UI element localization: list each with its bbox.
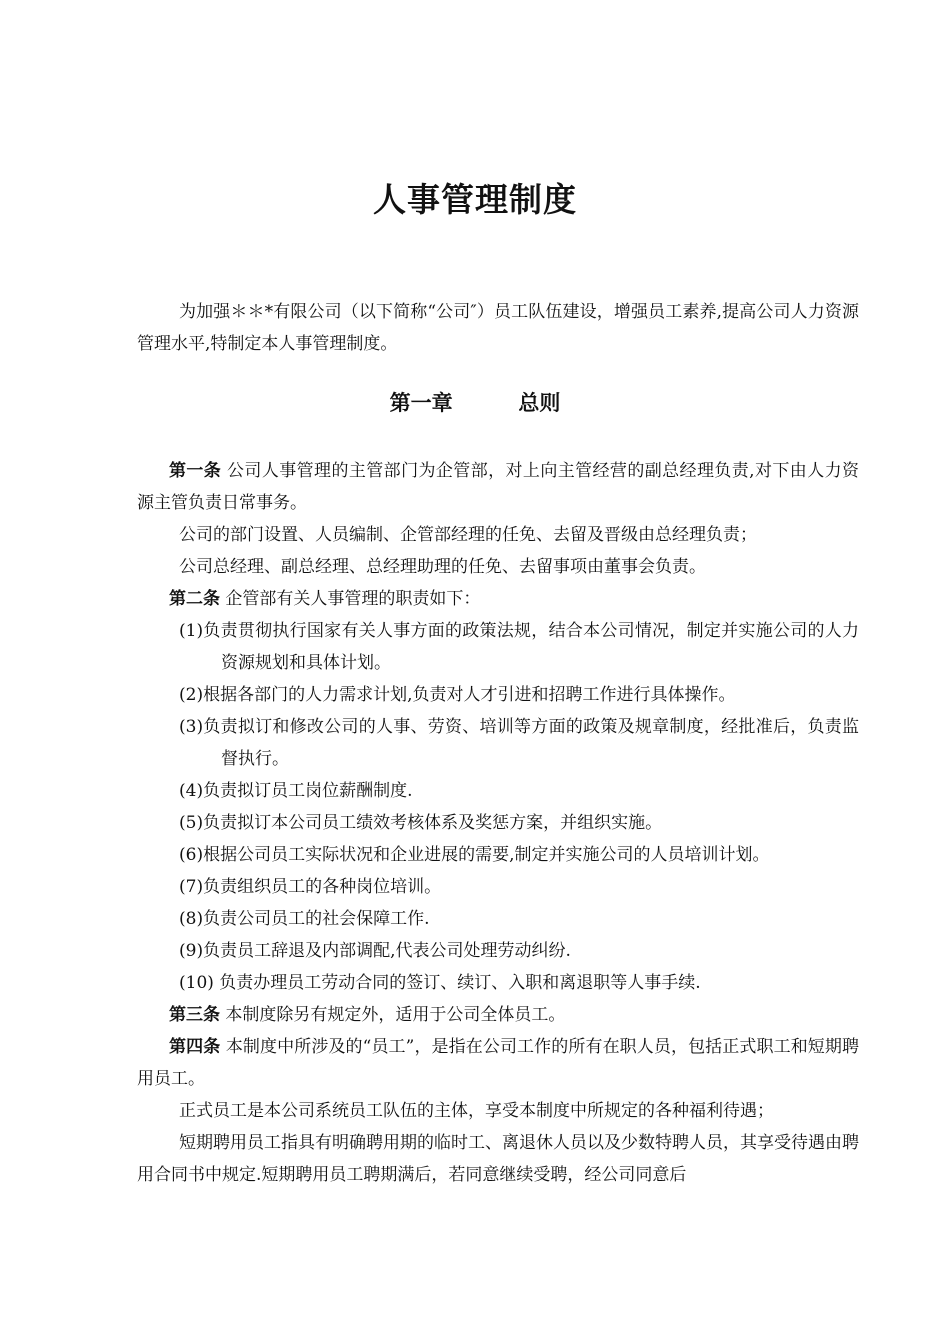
item-text: 负责拟订本公司员工绩效考核体系及奖惩方案，并组织实施。 [203,813,663,833]
list-item [137,967,859,999]
document-title: 人事管理制度 [373,180,577,219]
article-1 [137,455,859,519]
item-number: (10) [179,973,214,993]
chapter-heading [0,386,950,420]
item-number: (3) [179,717,204,737]
item-number: (2) [179,685,204,705]
article-text: 企管部有关人事管理的职责如下： [225,589,481,609]
item-text: 负责组织员工的各种岗位培训。 [203,877,442,897]
item-text: 根据公司员工实际状况和企业进展的需要,制定并实施公司的人员培训计划。 [203,845,770,865]
item-text: 根据各部门的人力需求计划,负责对人才引进和招聘工作进行具体操作。 [203,685,736,705]
article-label: 第一条 [169,461,222,481]
chapter-number: 第一章 [389,391,453,415]
list-item [137,711,859,775]
item-text: 负责拟订和修改公司的人事、劳资、培训等方面的政策及规章制度，经批准后，负责监督执行。 [203,717,859,769]
article-text: 本制度中所涉及的“员工”，是指在公司工作的所有在职人员，包括正式职工和短期聘用员工。 [137,1037,860,1089]
item-text: 负责公司员工的社会保障工作. [203,909,430,929]
article-2 [137,583,859,615]
list-item [137,679,859,711]
list-item [137,871,859,903]
item-number: (1) [179,621,204,641]
list-item [137,807,859,839]
intro-paragraph: 为加强＊＊*有限公司（以下简称“公司″）员工队伍建设，增强员工素养,提高公司人力资源管理水平,特制定本人事管理制度。 [137,302,859,354]
document-body [137,455,859,1191]
list-item [137,903,859,935]
item-number: (6) [179,845,204,865]
article-4 [137,1031,859,1095]
item-number: (7) [179,877,204,897]
article-1-sub-2: 公司总经理、副总经理、总经理助理的任免、去留事项由董事会负责。 [179,557,706,577]
article-1-sub-1: 公司的部门设置、人员编制、企管部经理的任免、去留及晋级由总经理负责； [179,525,757,545]
chapter-name: 总则 [518,391,561,415]
article-label: 第四条 [169,1037,221,1057]
item-text: 负责员工辞退及内部调配,代表公司处理劳动纠纷. [203,941,571,961]
article-4-sub-2: 短期聘用员工指具有明确聘用期的临时工、离退休人员以及少数特聘人员，其享受待遇由聘用合同书中规定.短期聘用员工聘期满后，若同意继续受聘，经公司同意后 [137,1133,859,1185]
item-number: (8) [179,909,204,929]
article-3 [137,999,859,1031]
article-text: 公司人事管理的主管部门为企管部，对上向主管经营的副总经理负责,对下由人力资源主管负责日常事务。 [137,461,860,513]
item-number: (5) [179,813,204,833]
item-text: 负责办理员工劳动合同的签订、续订、入职和离退职等人事手续. [213,973,701,993]
article-label: 第二条 [169,589,220,609]
article-4-sub-1: 正式员工是本公司系统员工队伍的主体，享受本制度中所规定的各种福利待遇； [179,1101,774,1121]
item-text: 负责拟订员工岗位薪酬制度. [203,781,413,801]
item-text: 负责贯彻执行国家有关人事方面的政策法规，结合本公司情况，制定并实施公司的人力资源规划和具体计划。 [203,621,859,673]
article-text: 本制度除另有规定外，适用于公司全体员工。 [225,1005,566,1025]
item-number: (4) [179,781,204,801]
list-item [137,775,859,807]
item-number: (9) [179,941,204,961]
article-label: 第三条 [169,1005,220,1025]
list-item [137,615,859,679]
list-item [137,839,859,871]
list-item [137,935,859,967]
